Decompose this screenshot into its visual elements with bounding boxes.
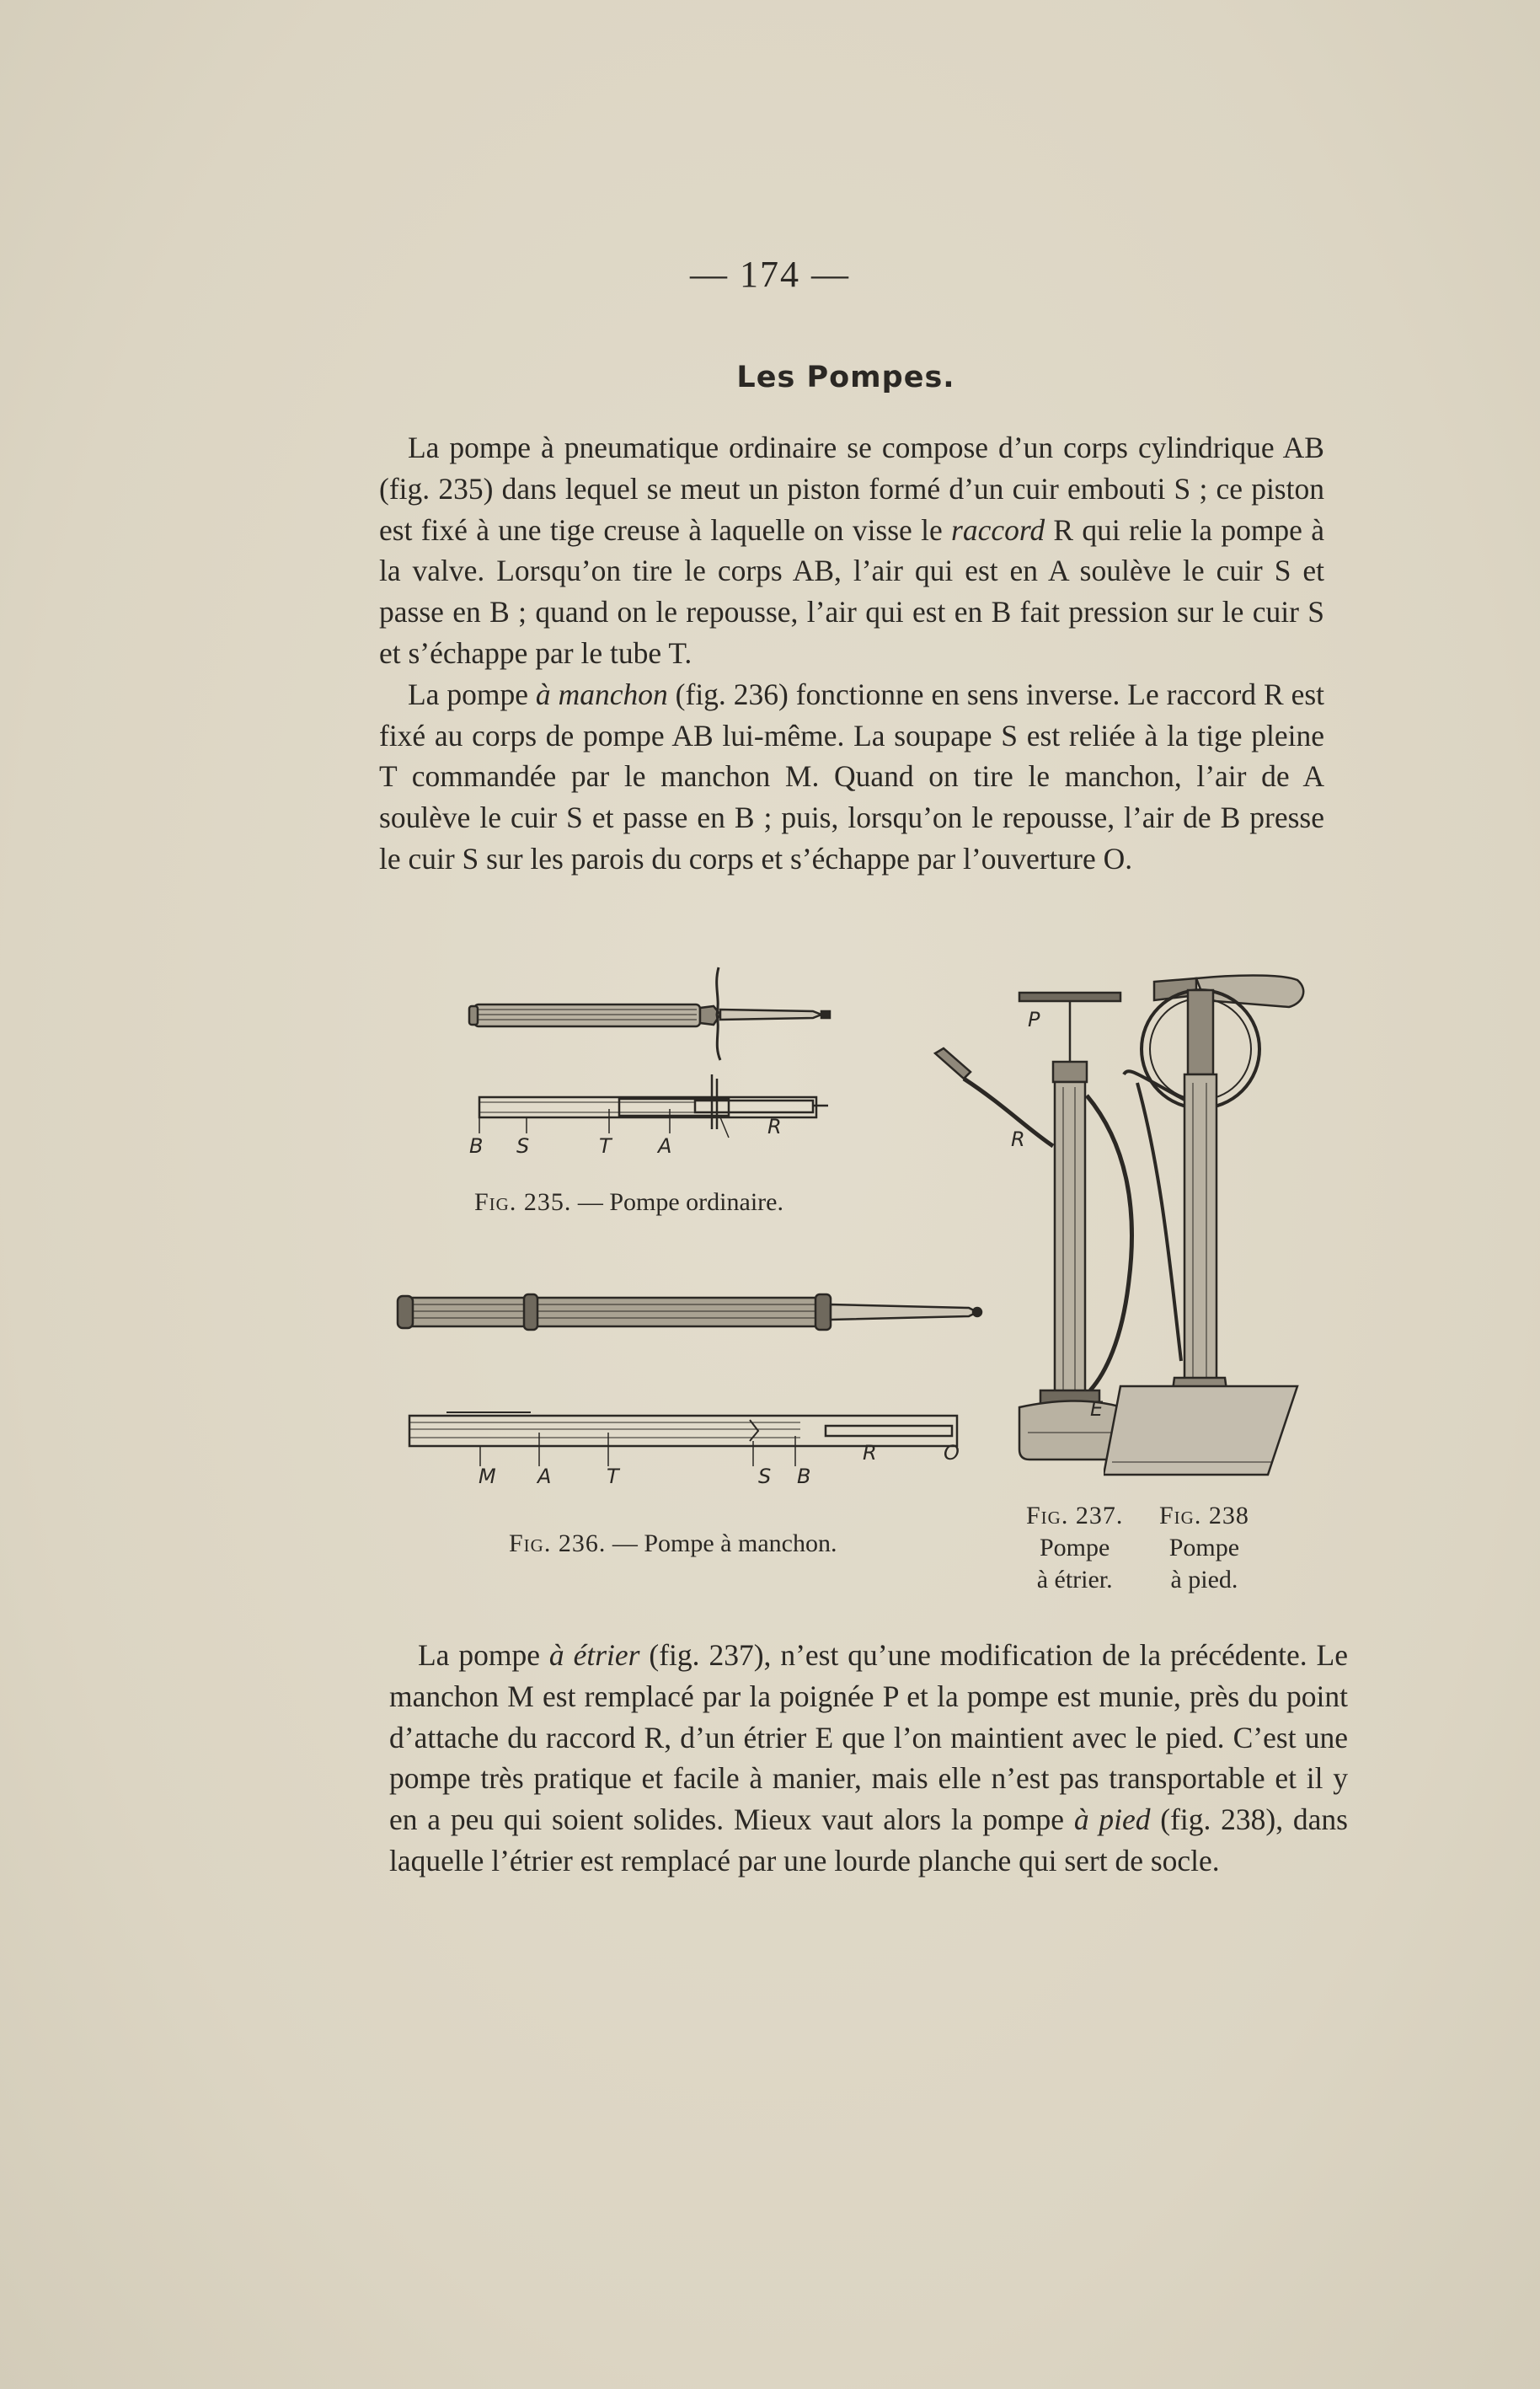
fig236-label-T: T: [607, 1465, 619, 1488]
figure-238-pompe-pied: [1104, 956, 1306, 1483]
fig235-label-R: R: [767, 1115, 782, 1138]
page-number: — 174 —: [690, 254, 850, 295]
paragraph3-emphasis-1: à étrier: [548, 1638, 640, 1672]
fig235-label-S: S: [516, 1134, 530, 1158]
paragraph3-emphasis-2: à pied: [1073, 1802, 1151, 1837]
paragraph-pompe-manchon: [379, 674, 1324, 880]
figure-236-pompe-manchon: [396, 1281, 986, 1492]
fig236-label-R: R: [863, 1441, 877, 1465]
fig238-caption-line3: à pied.: [1170, 1566, 1238, 1594]
fig236-caption-number: Fig. 236.: [509, 1529, 607, 1557]
fig238-caption-number: Fig. 238: [1159, 1502, 1249, 1529]
fig237-caption: [1026, 1500, 1123, 1596]
fig235-label-T: T: [599, 1134, 612, 1158]
paragraph3-text-3: (fig. 238), dans laquelle l’étrier est remplacé par une lourde planche qui sert de socle.: [389, 1802, 1348, 1877]
text-block-top: [379, 427, 1324, 880]
fig238-caption: [1159, 1500, 1249, 1596]
paragraph1-text-2: R qui relie la pompe à la valve. Lorsqu’on tire le corps AB, l’air qui est en A soulève le cuir S et passe en B ; quand on le repousse, l’air qui est en B fait pression sur le cuir S et s’échappe par le tube T.: [379, 512, 1324, 670]
text-block-bottom: [389, 1635, 1348, 1882]
paragraph-pompe-etrier: [389, 1635, 1348, 1882]
fig235-caption-line: [474, 1188, 783, 1216]
section-title: Les Pompes.: [736, 361, 955, 394]
fig236-label-S: S: [758, 1465, 772, 1488]
fig235-label-A: A: [658, 1134, 672, 1158]
fig237-label-P: P: [1028, 1008, 1040, 1031]
paragraph2-text-1: La pompe: [408, 677, 536, 711]
paragraph3-text-2: (fig. 237), n’est qu’une modification de la précédente. Le manchon M est remplacé par la poignée P et la pompe est munie, près du point d’attache du raccord R, d’un étrier E que l’on maintient avec le pied. C’est une pompe très pratique et facile à manier, mais elle n’est pas transportable et il y en a peu qui soient solides. Mieux vaut alors la pompe: [389, 1638, 1349, 1837]
fig238-caption-line2: Pompe: [1168, 1534, 1240, 1561]
fig237-label-E: E: [1090, 1397, 1104, 1421]
fig237-label-R: R: [1011, 1128, 1025, 1151]
fig237-caption-line3: à étrier.: [1036, 1566, 1113, 1594]
fig237-caption-number: Fig. 237.: [1026, 1502, 1124, 1529]
fig236-caption-line: [509, 1529, 837, 1557]
fig236-label-M: M: [479, 1465, 496, 1488]
paragraph3-text-1: La pompe: [418, 1638, 549, 1672]
fig236-label-O: O: [944, 1441, 960, 1465]
fig237-caption-line2: Pompe: [1040, 1534, 1110, 1561]
paragraph-pompe-ordinaire: [379, 427, 1324, 674]
fig236-label-A: A: [537, 1465, 552, 1488]
fig236-caption: [509, 1528, 837, 1560]
paragraph1-text-1: La pompe à pneumatique ordinaire se compose d’un corps cylindrique AB (fig. 235) dans lequel se meut un piston formé d’un cuir embouti S ; ce piston est fixé à une tige creuse à laquelle on visse le: [379, 431, 1324, 547]
fig235-caption-number: Fig. 235.: [474, 1188, 572, 1216]
figure-235-pompe-ordinaire: [468, 961, 838, 1163]
paragraph2-emphasis: à manchon: [535, 677, 668, 711]
paragraph1-emphasis: raccord: [951, 512, 1045, 547]
fig236-label-B: B: [797, 1465, 811, 1488]
fig235-caption-text: — Pompe ordinaire.: [571, 1188, 783, 1216]
fig236-caption-text: — Pompe à manchon.: [606, 1529, 837, 1557]
paragraph2-text-2: (fig. 236) fonctionne en sens inverse. Le raccord R est fixé au corps de pompe AB lui-même. La soupape S est reliée à la tige pleine T commandée par le manchon M. Quand on tire le manchon, l’air de A soulève le cuir S et passe en B ; puis, lorsqu’on le repousse, l’air de B presse le cuir S sur les parois du corps et s’échappe par l’ouverture O.: [379, 677, 1325, 876]
fig235-label-B: B: [469, 1134, 484, 1158]
fig235-caption: [474, 1186, 783, 1219]
